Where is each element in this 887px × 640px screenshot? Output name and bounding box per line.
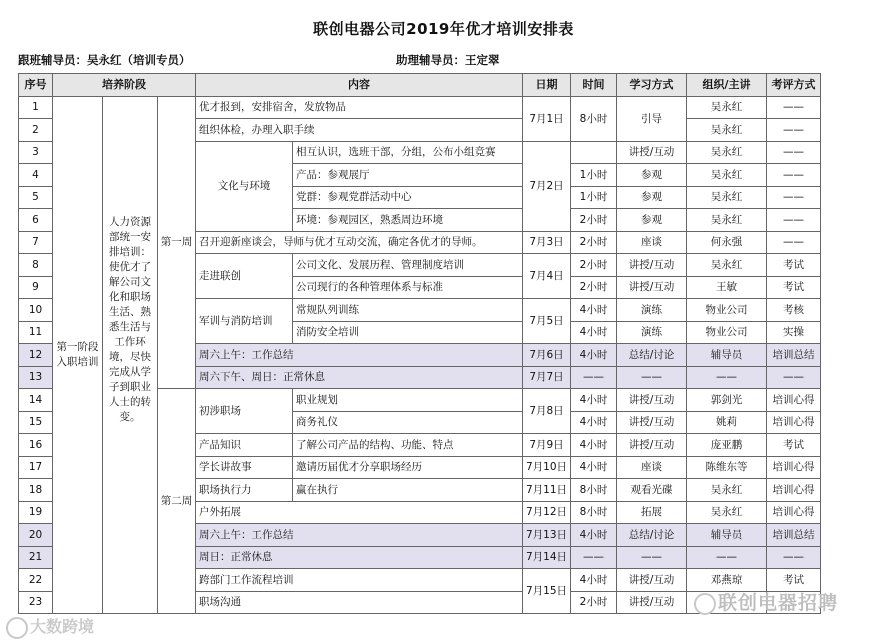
row-topic: 组织体检，办理入职手续: [196, 119, 523, 142]
row-organizer: 陈维东等: [687, 456, 767, 479]
week-1-label: 第一周: [158, 96, 196, 389]
row-date: 7月11日: [523, 479, 571, 502]
row-eval: 考核: [767, 299, 821, 322]
stage-goal: 人力资源部统一安排培训：使优才了解公司文化和职场生活、熟悉生活与工作环境，尽快完成从学子到职业人士的转变。: [103, 96, 158, 614]
row-organizer: 吴永红: [687, 186, 767, 209]
watermark-right-text: 联创电器招聘: [718, 592, 839, 614]
col-header-time: 时间: [571, 74, 617, 97]
watermark-left-text: 大数跨境: [30, 617, 95, 636]
row-eval: 考试: [767, 254, 821, 277]
row-method: 参观: [617, 209, 687, 232]
row-eval: ——: [767, 186, 821, 209]
row-date: 7月6日: [523, 344, 571, 367]
row-module: 走进联创: [196, 254, 293, 299]
row-topic: 职业规划: [293, 389, 523, 412]
row-topic: 周六上午：工作总结: [196, 344, 523, 367]
row-organizer: 吴永红: [687, 479, 767, 502]
row-topic: 消防安全培训: [293, 321, 523, 344]
row-organizer: 吴永红: [687, 209, 767, 232]
row-topic: 优才报到，安排宿舍，发放物品: [196, 96, 523, 119]
row-organizer: 吴永红: [687, 141, 767, 164]
row-time: ——: [571, 546, 617, 569]
col-header-content: 内容: [196, 74, 523, 97]
row-eval: 培训心得: [767, 501, 821, 524]
row-no: 7: [19, 231, 53, 254]
row-module: 文化与环境: [196, 141, 293, 231]
row-no: 8: [19, 254, 53, 277]
row-no: 12: [19, 344, 53, 367]
row-no: 15: [19, 411, 53, 434]
row-time: [571, 141, 617, 164]
row-date: 7月3日: [523, 231, 571, 254]
row-topic: 产品：参观展厅: [293, 164, 523, 187]
row-organizer: 吴永红: [687, 164, 767, 187]
week-2-label: 第二周: [158, 389, 196, 614]
row-time: 2小时: [571, 209, 617, 232]
row-date: 7月5日: [523, 299, 571, 344]
row-no: 20: [19, 524, 53, 547]
row-topic: 常规队列训练: [293, 299, 523, 322]
row-eval: 培训心得: [767, 479, 821, 502]
row-topic: 户外拓展: [196, 501, 523, 524]
row-eval: ——: [767, 546, 821, 569]
row-module: 职场执行力: [196, 479, 293, 502]
row-topic: 周日：正常休息: [196, 546, 523, 569]
row-topic: 周六上午：工作总结: [196, 524, 523, 547]
row-organizer: 物业公司: [687, 321, 767, 344]
row-topic: 跨部门工作流程培训: [196, 569, 523, 592]
row-method: 讲授/互动: [617, 434, 687, 457]
row-time: 4小时: [571, 344, 617, 367]
row-no: 23: [19, 591, 53, 614]
row-method: 讲授/互动: [617, 254, 687, 277]
row-organizer: ——: [687, 546, 767, 569]
row-time: 2小时: [571, 276, 617, 299]
row-time: 2小时: [571, 231, 617, 254]
row-no: 5: [19, 186, 53, 209]
row-date: 7月13日: [523, 524, 571, 547]
row-date: 7月15日: [523, 569, 571, 614]
row-eval: 培训总结: [767, 344, 821, 367]
row-no: 2: [19, 119, 53, 142]
row-topic: 公司现行的各种管理体系与标准: [293, 276, 523, 299]
row-topic: 了解公司产品的结构、功能、特点: [293, 434, 523, 457]
row-method: 参观: [617, 186, 687, 209]
row-method: 引导: [617, 96, 687, 141]
row-eval: 考试: [767, 434, 821, 457]
assistant-tutor-label: 助理辅导员：王定翠: [396, 53, 500, 67]
row-eval: 培训心得: [767, 411, 821, 434]
row-eval: 考试: [767, 276, 821, 299]
row-no: 19: [19, 501, 53, 524]
row-eval: ——: [767, 164, 821, 187]
row-organizer: 庞亚鹏: [687, 434, 767, 457]
stage-phase: 第一阶段入职培训: [53, 96, 103, 614]
row-date: 7月9日: [523, 434, 571, 457]
weibo-logo-icon: [6, 617, 28, 639]
row-topic: 商务礼仪: [293, 411, 523, 434]
row-topic: 邀请历届优才分享职场经历: [293, 456, 523, 479]
row-method: 参观: [617, 164, 687, 187]
row-method: 讲授/互动: [617, 276, 687, 299]
row-topic: 召开迎新座谈会，导师与优才互动交流，确定各优才的导师。: [196, 231, 523, 254]
row-no: 21: [19, 546, 53, 569]
row-method: 总结/讨论: [617, 344, 687, 367]
row-no: 22: [19, 569, 53, 592]
row-time: 4小时: [571, 434, 617, 457]
col-header-stage: 培养阶段: [53, 74, 196, 97]
row-topic: 周六下午、周日：正常休息: [196, 366, 523, 389]
row-time: 1小时: [571, 164, 617, 187]
watermark-left: [6, 614, 94, 639]
row-eval: 培训心得: [767, 456, 821, 479]
row-organizer: 辅导员: [687, 344, 767, 367]
row-method: 讲授/互动: [617, 411, 687, 434]
row-time: 4小时: [571, 456, 617, 479]
row-method: 演练: [617, 299, 687, 322]
row-date: 7月2日: [523, 141, 571, 231]
row-module: 初涉职场: [196, 389, 293, 434]
col-header-evaluation: 考评方式: [767, 74, 821, 97]
row-date: 7月14日: [523, 546, 571, 569]
row-no: 4: [19, 164, 53, 187]
table-row: [19, 96, 821, 119]
row-organizer: 吴永红: [687, 501, 767, 524]
row-eval: ——: [767, 96, 821, 119]
row-topic: 相互认识，选班干部，分组，公布小组竞赛: [293, 141, 523, 164]
training-schedule-table: [18, 73, 821, 614]
page-title: 联创电器公司2019年优才培训安排表: [313, 20, 574, 38]
row-method: 讲授/互动: [617, 389, 687, 412]
row-organizer: 邓燕琼: [687, 569, 767, 592]
row-eval: 实操: [767, 321, 821, 344]
row-method: 座谈: [617, 231, 687, 254]
row-time: 4小时: [571, 411, 617, 434]
row-organizer: 物业公司: [687, 299, 767, 322]
row-organizer: 吴永红: [687, 119, 767, 142]
row-method: 演练: [617, 321, 687, 344]
row-organizer: 郭剑光: [687, 389, 767, 412]
row-method: 讲授/互动: [617, 569, 687, 592]
row-method: 总结/讨论: [617, 524, 687, 547]
row-organizer: 姚莉: [687, 411, 767, 434]
row-no: 6: [19, 209, 53, 232]
row-time: 4小时: [571, 321, 617, 344]
row-eval: ——: [767, 231, 821, 254]
row-eval: ——: [767, 366, 821, 389]
row-time: 8小时: [571, 501, 617, 524]
row-organizer: 辅导员: [687, 524, 767, 547]
row-no: 14: [19, 389, 53, 412]
row-method: ——: [617, 366, 687, 389]
row-date: 7月7日: [523, 366, 571, 389]
table-header-row: [19, 74, 821, 97]
lead-tutor-label: 跟班辅导员：吴永红（培训专员）: [18, 53, 191, 67]
row-time: 4小时: [571, 299, 617, 322]
wechat-logo-icon: [694, 593, 716, 615]
col-header-no: 序号: [19, 74, 53, 97]
row-module: 产品知识: [196, 434, 293, 457]
row-eval: 培训心得: [767, 389, 821, 412]
row-no: 3: [19, 141, 53, 164]
row-date: 7月10日: [523, 456, 571, 479]
row-time: 4小时: [571, 524, 617, 547]
row-method: 讲授/互动: [617, 591, 687, 614]
row-date: 7月12日: [523, 501, 571, 524]
row-topic: 赢在执行: [293, 479, 523, 502]
row-method: 讲授/互动: [617, 141, 687, 164]
row-no: 11: [19, 321, 53, 344]
row-time: 4小时: [571, 569, 617, 592]
row-topic: 职场沟通: [196, 591, 523, 614]
row-topic: 环境：参观园区，熟悉周边环境: [293, 209, 523, 232]
row-module: 学长讲故事: [196, 456, 293, 479]
row-date: 7月1日: [523, 96, 571, 141]
row-eval: ——: [767, 119, 821, 142]
row-organizer: ——: [687, 366, 767, 389]
row-no: 9: [19, 276, 53, 299]
row-eval: ——: [767, 141, 821, 164]
row-no: 13: [19, 366, 53, 389]
row-date: 7月4日: [523, 254, 571, 299]
row-time: 8小时: [571, 96, 617, 141]
row-module: 军训与消防培训: [196, 299, 293, 344]
row-no: 17: [19, 456, 53, 479]
row-method: 拓展: [617, 501, 687, 524]
row-topic: 公司文化、发展历程、管理制度培训: [293, 254, 523, 277]
watermark-right: [694, 588, 838, 615]
col-header-organizer: 组织/主讲: [687, 74, 767, 97]
row-organizer: 何永强: [687, 231, 767, 254]
row-method: 观看光碟: [617, 479, 687, 502]
row-topic: 党群：参观党群活动中心: [293, 186, 523, 209]
row-date: 7月8日: [523, 389, 571, 434]
row-organizer: 吴永红: [687, 254, 767, 277]
row-eval: ——: [767, 209, 821, 232]
row-no: 18: [19, 479, 53, 502]
row-method: ——: [617, 546, 687, 569]
row-eval: 培训总结: [767, 524, 821, 547]
row-time: 1小时: [571, 186, 617, 209]
row-no: 10: [19, 299, 53, 322]
row-time: 8小时: [571, 479, 617, 502]
row-time: 2小时: [571, 254, 617, 277]
row-time: ——: [571, 366, 617, 389]
row-no: 16: [19, 434, 53, 457]
row-method: 座谈: [617, 456, 687, 479]
col-header-method: 学习方式: [617, 74, 687, 97]
col-header-date: 日期: [523, 74, 571, 97]
row-eval: 考试: [767, 569, 821, 592]
row-time: 4小时: [571, 389, 617, 412]
row-time: 2小时: [571, 591, 617, 614]
row-organizer: 王敏: [687, 276, 767, 299]
row-organizer: 吴永红: [687, 96, 767, 119]
row-no: 1: [19, 96, 53, 119]
